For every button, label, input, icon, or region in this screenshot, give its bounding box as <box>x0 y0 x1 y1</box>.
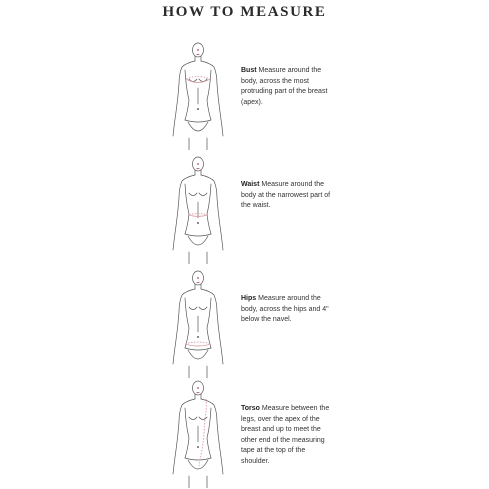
description-hips <box>241 294 333 326</box>
section-waist <box>0 154 489 264</box>
text-hips: Measure around the body, across the hips and 4" below the navel. <box>241 295 329 324</box>
body-figure-torso-icon <box>158 378 238 488</box>
label-torso: Torso <box>241 405 260 412</box>
description-torso <box>241 404 333 468</box>
section-hips <box>0 268 489 378</box>
page-title: HOW TO MEASURE <box>162 4 327 20</box>
description-waist <box>241 180 333 212</box>
body-figure-bust-icon <box>158 40 238 150</box>
label-hips: Hips <box>241 295 257 302</box>
text-bust: Measure around the body, across the most protruding part of the breast (apex). <box>241 67 328 106</box>
body-figure-hips-icon <box>158 268 238 378</box>
text-waist: Measure around the body at the narrowest part of the waist. <box>241 181 331 210</box>
label-bust: Bust <box>241 67 257 74</box>
body-figure-waist-icon <box>158 154 238 264</box>
label-waist: Waist <box>241 181 260 188</box>
section-torso <box>0 378 489 488</box>
section-bust <box>0 40 489 150</box>
description-bust <box>241 66 333 108</box>
text-torso: Measure between the legs, over the apex of the breast and up to meet the other end of the measuring tape at the top of the shoulder. <box>241 405 330 465</box>
